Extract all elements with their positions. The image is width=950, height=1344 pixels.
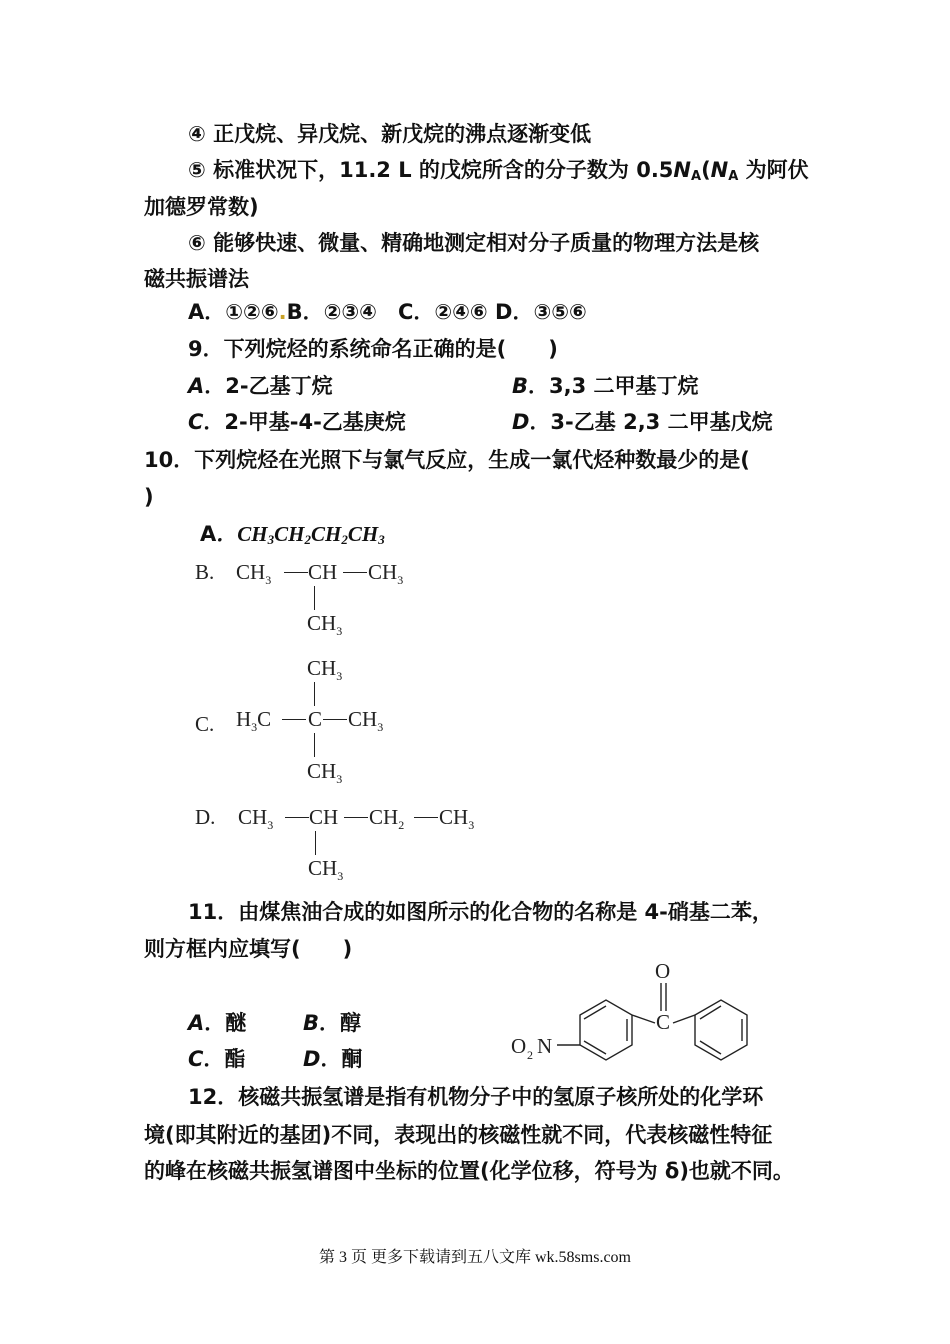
q10-d-ch3-right — [439, 805, 474, 837]
nitro-o: O — [511, 1034, 527, 1058]
ch-text: CH — [439, 805, 469, 829]
q11-stem-cont: 则方框内应填写( ) — [144, 937, 353, 961]
q10-c-label: C. — [195, 712, 215, 736]
q8-options — [188, 298, 587, 326]
q9-d-text: ．3-乙基 2,3 二甲基戊烷 — [529, 410, 773, 434]
ch-text: CH — [368, 560, 398, 584]
q11-b-letter: B — [303, 1011, 320, 1035]
right-ring-inner-1 — [700, 1006, 721, 1019]
nitro-n: N — [537, 1034, 553, 1058]
carbonyl-to-ring-bond — [673, 1015, 695, 1023]
ch-text: CH — [307, 759, 337, 783]
q9-option-c — [188, 408, 406, 436]
paren-open: ( — [701, 158, 711, 182]
q10-d-ch2 — [369, 805, 404, 837]
q10-d-ch3-left — [238, 805, 273, 837]
statement-6: ⑥ 能够快速、微量、精确地测定相对分子质量的物理方法是核 — [188, 231, 760, 255]
sub-3: 3 — [267, 818, 274, 832]
q10-d-ch: CH — [309, 805, 339, 829]
avogadro-symbol-2: N — [710, 158, 729, 182]
q11-a-letter: A — [188, 1011, 205, 1035]
avogadro-subscript-2: A — [728, 169, 739, 184]
q9-a-text: ．2-乙基丁烷 — [204, 374, 333, 398]
ch-text: CH — [348, 707, 378, 731]
q9-option-a — [188, 372, 333, 400]
q9-b-text: ．3,3 二甲基丁烷 — [528, 374, 699, 398]
q8-option-b: B．②③④ — [286, 300, 377, 324]
q11-option-d — [303, 1045, 362, 1073]
ch-text: CH — [236, 560, 266, 584]
q10-b-bond-2 — [343, 572, 367, 573]
ch-text: CH — [307, 656, 337, 680]
sub-3: 3 — [251, 720, 258, 734]
ch-text: CH — [238, 805, 268, 829]
q10-b-ch3-right — [368, 560, 403, 592]
q10-a-letter: A — [200, 522, 217, 546]
q11-b-text: ．醇 — [319, 1011, 362, 1035]
statement-4: ④ 正戊烷、异戊烷、新戊烷的沸点逐渐变低 — [188, 122, 592, 146]
q8-option-a: ．①②⑥ — [204, 300, 279, 324]
q9-stem: 9．下列烷烃的系统命名正确的是( ) — [188, 337, 558, 361]
left-ring-inner-1 — [584, 1006, 606, 1019]
sub-3: 3 — [336, 772, 343, 786]
sub-3: 3 — [377, 720, 384, 734]
carbonyl-oxygen: O — [655, 959, 671, 983]
nitro-sub: 2 — [527, 1048, 533, 1062]
statement-5-tail: 为阿伏 — [738, 158, 809, 182]
q10-c-bond-2 — [323, 719, 347, 720]
q10-d-bond-1 — [285, 817, 309, 818]
q10-b-ch3-left — [236, 560, 271, 592]
q11-a-text: ．醚 — [204, 1011, 247, 1035]
h-text: H — [236, 707, 252, 731]
page-footer: 第 3 页 更多下载请到五八文库 wk.58sms.com — [318, 1249, 631, 1266]
q11-c-letter: C — [188, 1047, 204, 1071]
sub-3: 3 — [397, 573, 404, 587]
q9-a-letter: A — [188, 374, 205, 398]
q9-c-text: ．2-甲基-4-乙基庚烷 — [203, 410, 406, 434]
q10-option-a — [200, 520, 385, 554]
q11-stem: 11．由煤焦油合成的如图所示的化合物的名称是 4-硝基二苯， — [188, 900, 773, 924]
q10-c-bond-1 — [282, 719, 306, 720]
statement-5 — [188, 156, 809, 191]
q9-b-letter: B — [512, 374, 529, 398]
avogadro-symbol: N — [673, 158, 691, 182]
q10-stem-cont: ) — [144, 485, 154, 509]
q10-d-bond-2 — [344, 817, 368, 818]
q12-line-1: 12．核磁共振氢谱是指有机物分子中的氢原子核所处的化学环 — [188, 1085, 764, 1109]
q11-option-a — [188, 1009, 246, 1037]
ring-to-carbonyl-bond — [632, 1015, 655, 1023]
q10-b-label: B. — [195, 560, 215, 584]
q10-c-ch3-top — [307, 656, 342, 688]
q11-d-text: ．酮 — [320, 1047, 363, 1071]
q10-c-h3c — [236, 707, 271, 739]
q11-option-c — [188, 1045, 245, 1073]
q10-c-bond-up — [314, 682, 315, 706]
sub-3: 3 — [336, 669, 343, 683]
q11-c-text: ．酯 — [203, 1047, 246, 1071]
q10-c-center: C — [308, 707, 323, 731]
statement-5-cont: 加德罗常数) — [144, 195, 259, 219]
q10-b-bond-down — [314, 586, 315, 610]
statement-6-cont: 磁共振谱法 — [144, 267, 249, 291]
q10-c-ch3-bottom — [307, 759, 342, 791]
sub-3: 3 — [265, 573, 272, 587]
ch-text: CH — [307, 611, 337, 635]
q10-d-label: D. — [195, 805, 216, 829]
avogadro-subscript: A — [691, 169, 702, 184]
sub-3: 3 — [337, 869, 344, 883]
q9-option-d — [512, 408, 773, 436]
q8-option-d: D．③⑤⑥ — [495, 300, 587, 324]
q10-c-ch3-right — [348, 707, 383, 739]
ch-text: CH — [369, 805, 399, 829]
sub-3: 3 — [336, 624, 343, 638]
q11-molecule-diagram — [505, 955, 765, 1080]
q8-option-c: C．②④⑥ — [397, 300, 488, 324]
q12-line-3: 的峰在核磁共振氢谱图中坐标的位置(化学位移，符号为 δ)也就不同。 — [144, 1159, 794, 1183]
q10-d-ch3-bottom — [308, 856, 343, 888]
q10-a-formula: ．$CH_3CH_2CH_2CH_3$ — [216, 522, 385, 547]
q8-option-a-letter: A — [188, 300, 205, 324]
c-text: C — [257, 707, 272, 731]
q10-b-ch3-bottom — [307, 611, 342, 643]
q10-c-bond-down — [314, 733, 315, 757]
q12-line-2: 境(即其附近的基团)不同，表现出的核磁性就不同，代表核磁性特征 — [144, 1123, 773, 1147]
q10-b-bond-1 — [284, 572, 308, 573]
sub-2: 2 — [398, 818, 405, 832]
q9-d-letter: D — [512, 410, 530, 434]
right-ring-inner-3 — [700, 1041, 721, 1054]
q10-b-ch-center: CH — [308, 560, 338, 584]
sub-3: 3 — [468, 818, 475, 832]
q10-stem: 10．下列烷烃在光照下与氯气反应，生成一氯代烃种数最少的是( — [144, 448, 750, 472]
q11-d-letter: D — [303, 1047, 321, 1071]
carbonyl-carbon: C — [656, 1010, 671, 1034]
left-benzene-ring — [580, 1000, 632, 1060]
q9-c-letter: C — [188, 410, 204, 434]
left-ring-inner-3 — [584, 1041, 606, 1054]
q8-dot: . — [278, 300, 287, 324]
ch-text: CH — [308, 856, 338, 880]
q10-d-bond-3 — [414, 817, 438, 818]
q11-option-b — [303, 1009, 361, 1037]
statement-5-text: ⑤ 标准状况下，11.2 L 的戊烷所含的分子数为 0.5 — [188, 158, 674, 182]
q9-option-b — [512, 372, 699, 400]
q10-d-bond-down — [315, 831, 316, 855]
right-benzene-ring — [695, 1000, 747, 1060]
